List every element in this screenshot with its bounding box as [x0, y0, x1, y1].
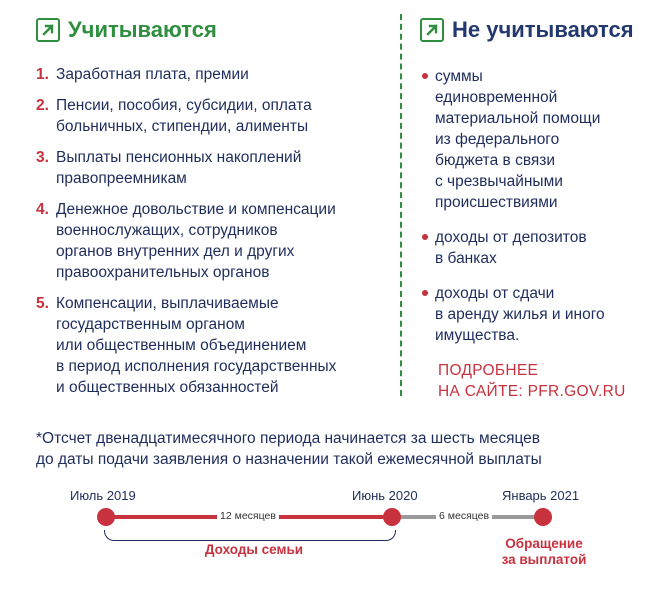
not-counted-title: Не учитываются	[452, 17, 634, 42]
footnote: *Отсчет двенадцатимесячного периода начинается за шесть месяцев до даты подачи заявления о назначении такой ежемесячной выплаты	[36, 430, 542, 468]
not-counted-list	[420, 66, 660, 346]
more-info-link[interactable]: ПОДРОБНЕЕ НА САЙТЕ: PFR.GOV.RU	[438, 362, 626, 400]
not-counted-heading	[420, 16, 660, 44]
item-text: суммы единовременной материальной помощи из федерального бюджета в связи с чрезвычайными происшествиями	[435, 68, 601, 211]
item-text: Компенсации, выплачиваемые государственным органом или общественным объединением в период исполнения государственных и общественных обязанностей	[56, 295, 337, 396]
counted-heading	[36, 16, 396, 44]
timeline-node-mid	[383, 508, 401, 526]
counted-column	[36, 0, 396, 408]
list-item	[36, 95, 396, 137]
list-item	[36, 64, 396, 85]
bullet-icon	[422, 234, 428, 240]
list-item	[420, 283, 660, 346]
period-label-12: 12 месяцев	[217, 510, 279, 522]
not-counted-column	[420, 0, 660, 360]
bullet-icon	[422, 73, 428, 79]
timeline	[0, 480, 670, 596]
item-text: Выплаты пенсионных накоплений правопреемникам	[56, 149, 302, 187]
item-number: 2.	[36, 97, 49, 114]
period-label-6: 6 месяцев	[436, 510, 492, 522]
item-text: Денежное довольствие и компенсации военнослужащих, сотрудников органов внутренних дел и других правоохранительных органов	[56, 201, 336, 281]
list-item	[36, 199, 396, 283]
timeline-node-start	[97, 508, 115, 526]
application-caption: Обращение за выплатой	[501, 536, 587, 567]
bullet-icon	[422, 290, 428, 296]
item-text: Пенсии, пособия, субсидии, оплата больничных, стипендии, алименты	[56, 97, 312, 135]
item-text: доходы от сдачи в аренду жилья и иного имущества.	[435, 285, 605, 344]
item-number: 3.	[36, 149, 49, 166]
counted-title: Учитываются	[68, 17, 217, 42]
item-number: 1.	[36, 66, 49, 83]
list-item	[36, 293, 396, 398]
item-text: доходы от депозитов в банках	[435, 229, 587, 267]
arrow-icon	[36, 18, 60, 42]
income-caption: Доходы семьи	[204, 542, 304, 557]
counted-list	[36, 64, 396, 398]
timeline-date-mid: Июнь 2020	[352, 488, 418, 503]
item-text: Заработная плата, премии	[56, 66, 249, 83]
column-divider	[400, 14, 402, 396]
timeline-date-end: Январь 2021	[502, 488, 580, 503]
income-brace	[104, 530, 396, 541]
list-item	[420, 227, 660, 269]
timeline-node-end	[534, 508, 552, 526]
item-number: 5.	[36, 295, 49, 312]
item-number: 4.	[36, 201, 49, 218]
timeline-date-start: Июль 2019	[70, 488, 136, 503]
arrow-icon	[420, 18, 444, 42]
list-item	[420, 66, 660, 213]
list-item	[36, 147, 396, 189]
